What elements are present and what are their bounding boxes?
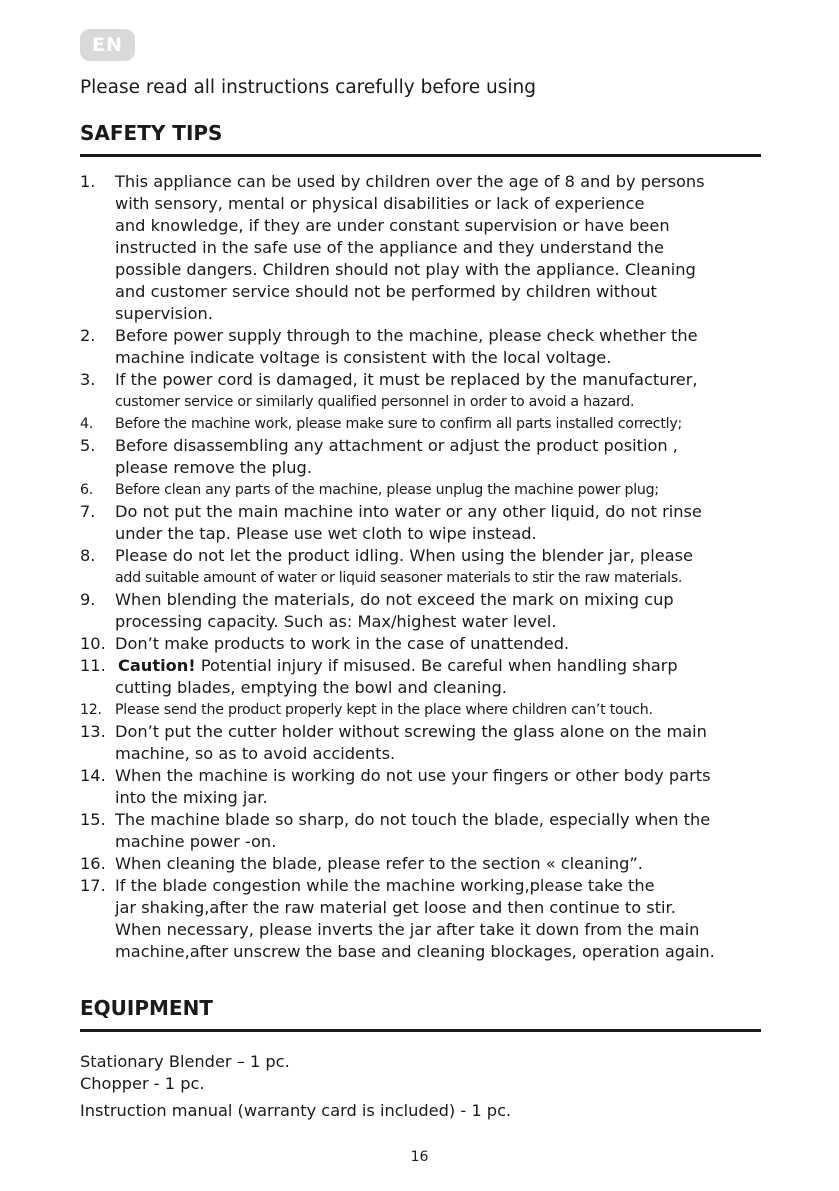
safety-tip-6	[80, 479, 770, 501]
tip-line: Don’t make products to work in the case of unattended.	[115, 634, 570, 653]
equipment-heading: EQUIPMENT	[80, 996, 213, 1020]
tip-line: into the mixing jar.	[115, 788, 268, 807]
safety-tips-heading: SAFETY TIPS	[80, 121, 223, 145]
tip-line: machine,after unscrew the base and cleaning blockages, operation again.	[115, 942, 715, 961]
tip-number: 15.	[80, 810, 106, 829]
safety-tip-11	[80, 655, 770, 699]
tip-line: machine, so as to avoid accidents.	[115, 744, 396, 763]
tip-number: 12.	[80, 702, 102, 718]
tip-line: and knowledge, if they are under constant supervision or have been	[115, 216, 670, 235]
equipment-item: Chopper - 1 pc.	[80, 1074, 205, 1093]
safety-tip-15	[80, 809, 770, 853]
tip-number: 5.	[80, 436, 96, 455]
safety-tip-13	[80, 721, 770, 765]
tip-number: 3.	[80, 370, 96, 389]
tip-line: possible dangers. Children should not play with the appliance. Cleaning	[115, 260, 696, 279]
tip-number: 2.	[80, 326, 96, 345]
safety-tip-8	[80, 545, 770, 589]
intro-text: Please read all instructions carefully before using	[80, 77, 536, 98]
tip-number: 11.	[80, 656, 106, 675]
tip-line: When necessary, please inverts the jar after take it down from the main	[115, 920, 700, 939]
tip-line: Don’t put the cutter holder without screwing the glass alone on the main	[115, 722, 707, 741]
tip-line: supervision.	[115, 304, 213, 323]
tip-line: Before clean any parts of the machine, please unplug the machine power plug;	[115, 482, 659, 498]
language-badge: EN	[80, 29, 135, 61]
safety-tip-17	[80, 875, 770, 963]
tip-line: and customer service should not be performed by children without	[115, 282, 657, 301]
tip-line: Please send the product properly kept in the place where children can’t touch.	[115, 702, 653, 718]
equipment-divider	[80, 1029, 761, 1032]
tip-line: If the power cord is damaged, it must be replaced by the manufacturer,	[115, 370, 698, 389]
safety-tip-5	[80, 435, 770, 479]
safety-tip-9	[80, 589, 770, 633]
tip-number: 9.	[80, 590, 96, 609]
tip-line: please remove the plug.	[115, 458, 312, 477]
tip-line: Do not put the main machine into water or any other liquid, do not rinse	[115, 502, 702, 521]
safety-tip-14	[80, 765, 770, 809]
tip-line: Please do not let the product idling. When using the blender jar, please	[115, 546, 693, 565]
safety-tip-4	[80, 413, 770, 435]
tip-number: 10.	[80, 634, 106, 653]
safety-tip-10	[80, 633, 770, 655]
tip-line: Before the machine work, please make sure to confirm all parts installed correctly;	[115, 416, 683, 432]
tip-line: If the blade congestion while the machine working,please take the	[115, 876, 655, 895]
tip-line	[115, 655, 770, 677]
tip-line: Before disassembling any attachment or adjust the product position ,	[115, 436, 678, 455]
tip-line: processing capacity. Such as: Max/highest water level.	[115, 612, 557, 631]
page-number: 16	[410, 1149, 429, 1165]
tip-line: with sensory, mental or physical disabilities or lack of experience	[115, 194, 645, 213]
tip-line: add suitable amount of water or liquid seasoner materials to stir the raw materials.	[115, 570, 683, 586]
tip-number: 8.	[80, 546, 96, 565]
equipment-item: Instruction manual (warranty card is included) - 1 pc.	[80, 1101, 512, 1120]
safety-tip-2	[80, 325, 770, 369]
tip-line: Before power supply through to the machine, please check whether the	[115, 326, 698, 345]
tip-number: 6.	[80, 482, 94, 498]
safety-tips-list	[80, 171, 770, 963]
tip-line: This appliance can be used by children over the age of 8 and by persons	[115, 172, 705, 191]
safety-tip-3	[80, 369, 770, 413]
safety-tip-16	[80, 853, 770, 875]
tip-line: machine indicate voltage is consistent with the local voltage.	[115, 348, 612, 367]
tip-line: When cleaning the blade, please refer to the section « cleaning”.	[115, 854, 643, 873]
tip-line: under the tap. Please use wet cloth to wipe instead.	[115, 524, 537, 543]
equipment-item: Stationary Blender – 1 pc.	[80, 1052, 290, 1071]
tip-line: machine power -on.	[115, 832, 277, 851]
tip-number: 7.	[80, 502, 96, 521]
tip-line: jar shaking,after the raw material get loose and then continue to stir.	[115, 898, 676, 917]
tip-line: When the machine is working do not use your fingers or other body parts	[115, 766, 711, 785]
tip-number: 4.	[80, 416, 94, 432]
tip-number: 1.	[80, 172, 96, 191]
safety-tip-7	[80, 501, 770, 545]
tip-text: Potential injury if misused. Be careful when handling sharp	[200, 656, 678, 675]
safety-tip-1	[80, 171, 770, 325]
tip-line: cutting blades, emptying the bowl and cleaning.	[115, 678, 507, 697]
safety-tips-divider	[80, 154, 761, 157]
tip-number: 17.	[80, 876, 106, 895]
caution-label: Caution!	[118, 656, 196, 675]
tip-line: instructed in the safe use of the appliance and they understand the	[115, 238, 664, 257]
tip-number: 13.	[80, 722, 106, 741]
tip-number: 14.	[80, 766, 106, 785]
tip-line: When blending the materials, do not exceed the mark on mixing cup	[115, 590, 674, 609]
tip-line: customer service or similarly qualified personnel in order to avoid a hazard.	[115, 394, 635, 410]
tip-line: The machine blade so sharp, do not touch the blade, especially when the	[115, 810, 711, 829]
safety-tip-12	[80, 699, 770, 721]
tip-number: 16.	[80, 854, 106, 873]
